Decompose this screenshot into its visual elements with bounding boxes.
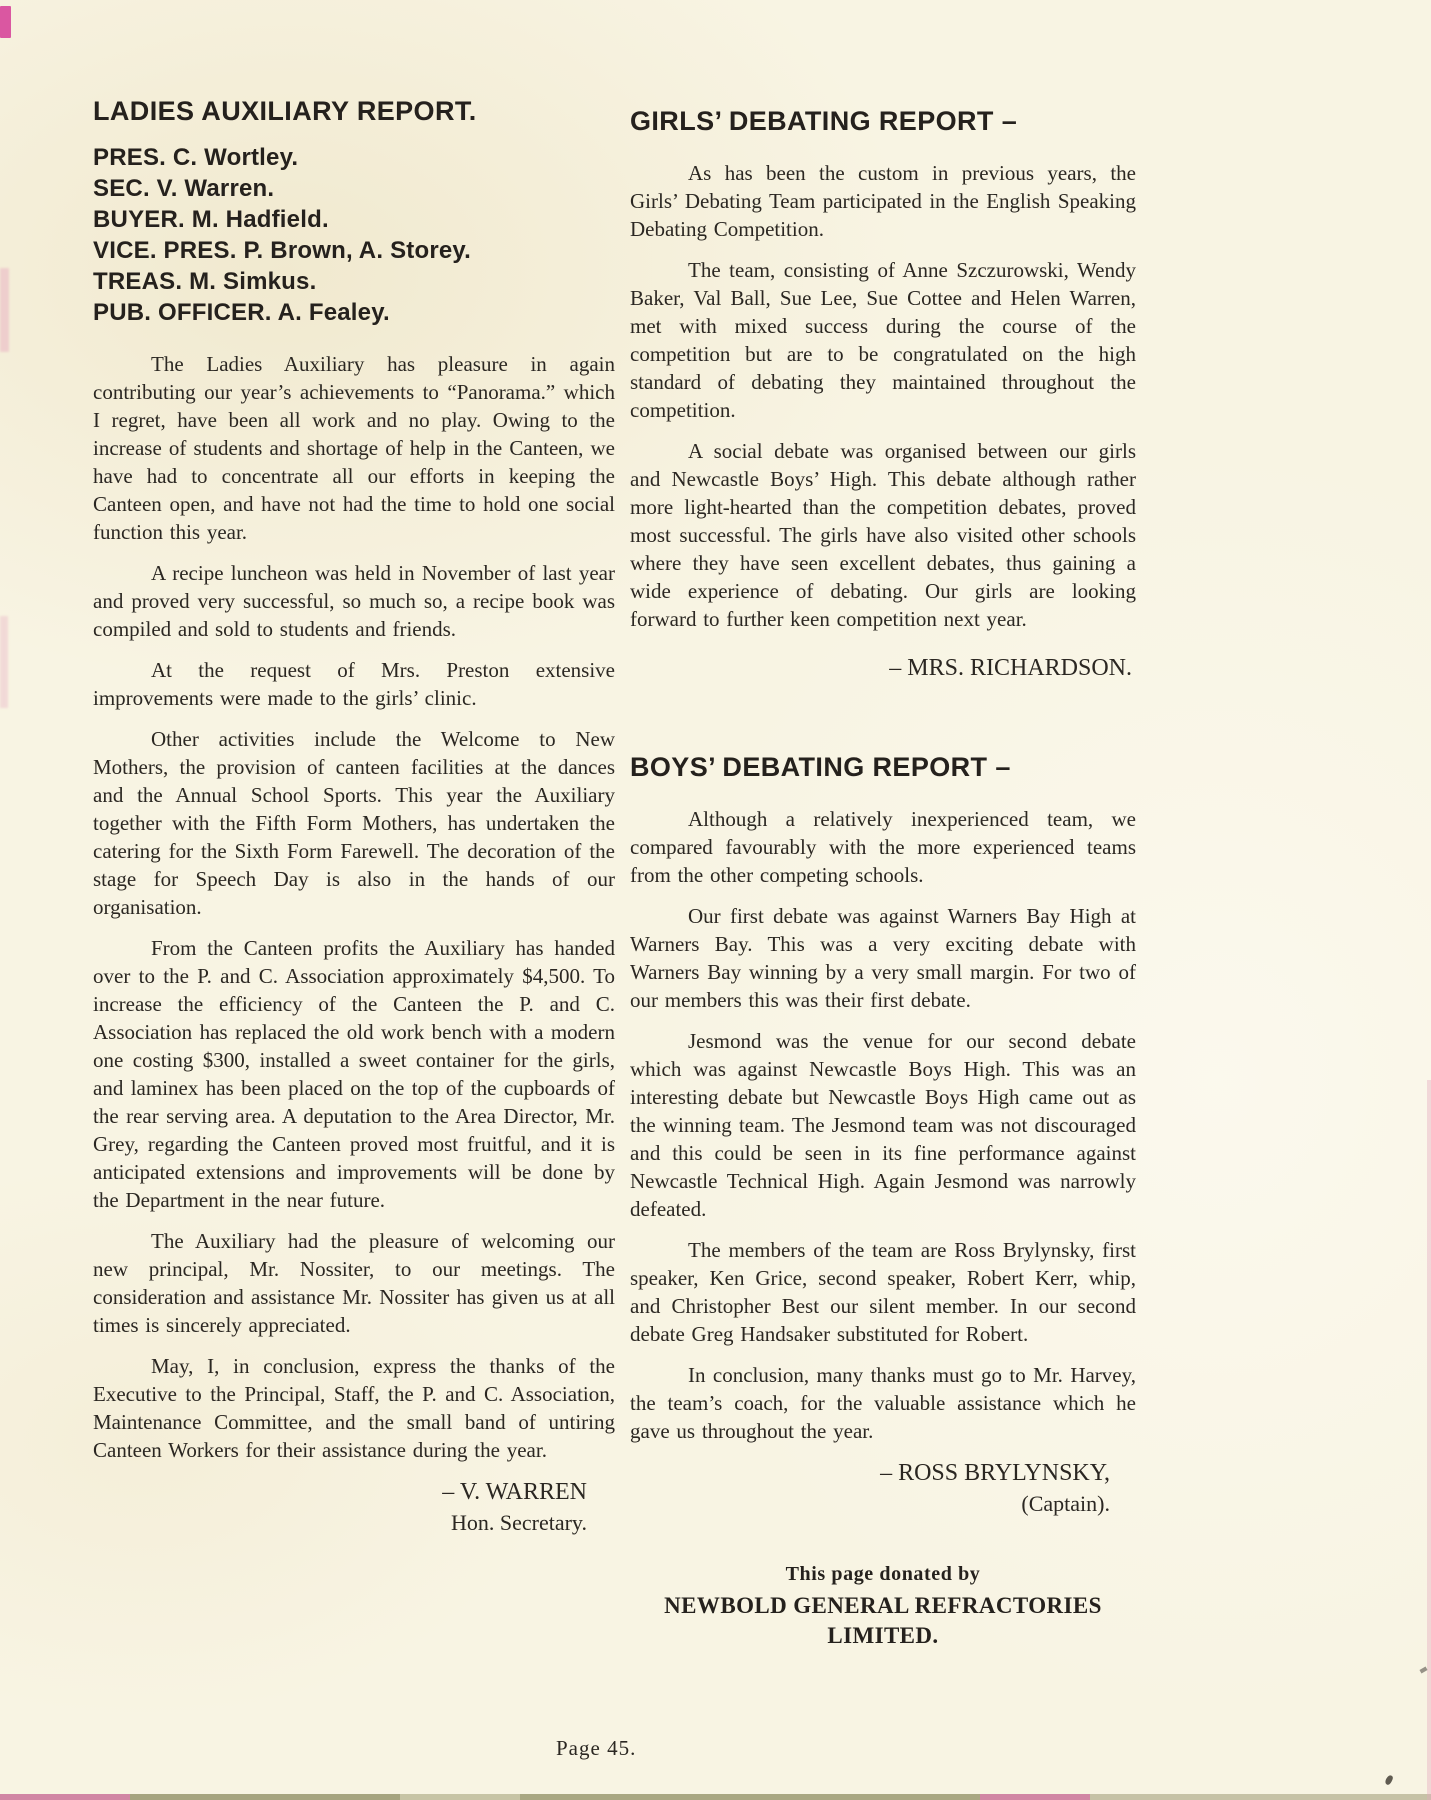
scan-artifact-left-smudge bbox=[0, 616, 8, 708]
paragraph: The team, consisting of Anne Szczurowski, Wendy Baker, Val Ball, Sue Lee, Sue Cottee and Helen Warren, met with mixed success during the course of the competition but are to be congratulated on the high standard of debating they maintained throughout the competition. bbox=[630, 258, 1136, 422]
paragraph: The Auxiliary had the pleasure of welcoming our new principal, Mr. Nossiter, to our meetings. The consideration and assistance Mr. Nossiter has given us at all times is sincerely appreciated. bbox=[93, 1229, 615, 1337]
ladies-auxiliary-title: LADIES AUXILIARY REPORT. bbox=[93, 96, 477, 126]
signature-role: (Captain). bbox=[1021, 1491, 1110, 1516]
ladies-auxiliary-section bbox=[93, 96, 615, 1538]
officer-list bbox=[93, 142, 615, 328]
scan-artifact-corner-mark bbox=[0, 6, 11, 38]
donation-company: NEWBOLD GENERAL REFRACTORIES LIMITED. bbox=[664, 1593, 1102, 1648]
boys-debating-section bbox=[630, 752, 1136, 1519]
officer-item-treas: TREAS. M. Simkus. bbox=[93, 268, 317, 295]
paragraph: In conclusion, many thanks must go to Mr. Harvey, the team’s coach, for the valuable assistance which he gave us throughout the year. bbox=[630, 1363, 1136, 1443]
paragraph: A recipe luncheon was held in November of last year and proved very successful, so much so, a recipe book was compiled and sold to students and friends. bbox=[93, 561, 615, 641]
paragraph: The members of the team are Ross Brylynsky, first speaker, Ken Grice, second speaker, Robert Kerr, whip, and Christopher Best our silent member. In our second debate Greg Handsaker substituted for Robert. bbox=[630, 1238, 1136, 1346]
page-number: Page 45. bbox=[556, 1736, 637, 1760]
donation-line: This page donated by bbox=[785, 1563, 981, 1585]
right-column bbox=[630, 106, 1136, 1651]
officer-item-sec: SEC. V. Warren. bbox=[93, 175, 275, 202]
girls-debating-title: GIRLS’ DEBATING REPORT – bbox=[630, 106, 1018, 136]
scan-artifact-bottom-edge bbox=[0, 1794, 1431, 1800]
paragraph: From the Canteen profits the Auxiliary has handed over to the P. and C. Association approximately $4,500. To increase the efficiency of the Canteen the P. and C. Association has replaced the old work bench with a modern one costing $300, installed a sweet container for the girls, and laminex has been placed on the top of the cupboards of the rear serving area. A deputation to the Area Director, Mr. Grey, regarding the Canteen proved most fruitful, and it is anticipated extensions and improvements will be done by the Department in the near future. bbox=[93, 936, 615, 1212]
officer-item-buyer: BUYER. M. Hadfield. bbox=[93, 206, 329, 233]
signature-block-girls-debating bbox=[630, 653, 1136, 684]
signature-block-boys-debating bbox=[630, 1458, 1136, 1519]
scan-artifact-ink-fleck bbox=[1384, 1774, 1394, 1786]
signature-role: Hon. Secretary. bbox=[450, 1510, 587, 1535]
paragraph: Although a relatively inexperienced team, we compared favourably with the more experienced teams from the other competing schools. bbox=[630, 807, 1136, 887]
scan-artifact-ink-fleck bbox=[1419, 1667, 1427, 1674]
paragraph: As has been the custom in previous years, the Girls’ Debating Team participated in the English Speaking Debating Competition. bbox=[630, 161, 1136, 241]
donation-note bbox=[630, 1561, 1136, 1651]
boys-debating-title: BOYS’ DEBATING REPORT – bbox=[630, 752, 1011, 782]
officer-item-vice-pres: VICE. PRES. P. Brown, A. Storey. bbox=[93, 237, 472, 264]
paragraph: Jesmond was the venue for our second debate which was against Newcastle Boys High. This was an interesting debate but Newcastle Boys High came out as the winning team. The Jesmond team was not discouraged and this could be seen in its fine performance against Newcastle Technical High. Again Jesmond was narrowly defeated. bbox=[630, 1029, 1136, 1221]
signature-name: – ROSS BRYLYNSKY, bbox=[880, 1460, 1110, 1486]
paragraph: Our first debate was against Warners Bay High at Warners Bay. This was a very exciting debate with Warners Bay winning by a very small margin. For two of our members this was their first debate. bbox=[630, 904, 1136, 1012]
paragraph: May, I, in conclusion, express the thanks of the Executive to the Principal, Staff, the P. and C. Association, Maintenance Committee, and the small band of untiring Canteen Workers for their assistance during the year. bbox=[93, 1354, 615, 1462]
officer-item-pub-officer: PUB. OFFICER. A. Fealey. bbox=[93, 299, 390, 326]
officer-item-pres: PRES. C. Wortley. bbox=[93, 144, 299, 171]
paragraph: At the request of Mrs. Preston extensive improvements were made to the girls’ clinic. bbox=[93, 658, 615, 710]
scan-artifact-right-edge bbox=[1427, 1080, 1431, 1800]
paragraph: Other activities include the Welcome to New Mothers, the provision of canteen facilities at the dances and the Annual School Sports. This year the Auxiliary together with the Fifth Form Mothers, has undertaken the catering for the Sixth Form Farewell. The decoration of the stage for Speech Day is also in the hands of our organisation. bbox=[93, 727, 615, 919]
girls-debating-section bbox=[630, 106, 1136, 684]
signature-name: – MRS. RICHARDSON. bbox=[889, 655, 1132, 681]
scan-artifact-left-smudge bbox=[0, 268, 9, 352]
paragraph: A social debate was organised between our girls and Newcastle Boys’ High. This debate although rather more light-hearted than the competition debates, proved most successful. The girls have also visited other schools where they have seen excellent debates, thus gaining a wide experience of debating. Our girls are looking forward to further keen competition next year. bbox=[630, 439, 1136, 631]
signature-name: – V. WARREN bbox=[442, 1479, 587, 1505]
signature-block-ladies-auxiliary bbox=[93, 1477, 615, 1538]
paragraph: The Ladies Auxiliary has pleasure in again contributing our year’s achievements to “Panorama.” which I regret, have been all work and no play. Owing to the increase of students and shortage of help in the Canteen, we have had to concentrate all our efforts in keeping the Canteen open, and have not had the time to hold one social function this year. bbox=[93, 352, 615, 544]
